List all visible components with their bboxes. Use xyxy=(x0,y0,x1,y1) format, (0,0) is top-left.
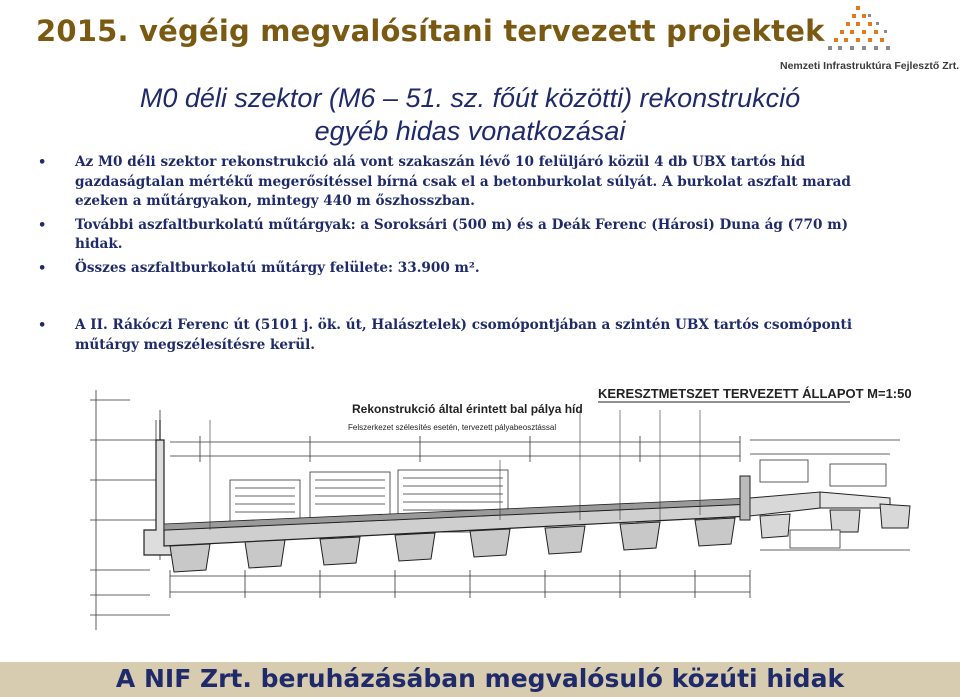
subtitle-line-1: M0 déli szektor (M6 – 51. sz. főút közötti) rekonstrukció xyxy=(139,83,801,113)
bullet-item: • Az M0 déli szektor rekonstrukció alá vont szakaszán lévő 10 felüljáró közül 4 db UBX tartós híd gazdaságtalan mértékű megerősítéssel bírná csak el a betonburkolat súlyát. A burkolat aszfalt marad ezeken a műtárgyakon, mintegy 440 m őszhosszban. xyxy=(38,153,900,212)
subtitle xyxy=(40,82,900,148)
top-dimension-lines xyxy=(170,436,740,462)
footer-text: A NIF Zrt. beruházásában megvalósuló közúti hidak xyxy=(115,664,845,693)
drawing-heading-right: KERESZTMETSZET TERVEZETT ÁLLAPOT M=1:50 xyxy=(598,386,912,401)
cross-section-drawing xyxy=(60,380,960,638)
drawing-heading-center: Rekonstrukció által érintett bal pálya híd xyxy=(352,402,583,416)
nif-logo-mark xyxy=(780,2,958,58)
bullet-item: • A II. Rákóczi Ferenc út (5101 j. ök. út, Halásztelek) csomópontjában a szintén UBX tartós csomóponti műtárgy megszélesítésre kerül. xyxy=(38,316,900,355)
drawing-subheading: Felszerkezet szélesítés esetén, tervezett pályabeosztással xyxy=(348,423,557,432)
bottom-dimension-lines xyxy=(170,570,750,598)
bullet-item: • Összes aszfaltburkolatú műtárgy felülete: 33.900 m². xyxy=(38,259,900,279)
bullet-item: • További aszfaltburkolatú műtárgyak: a Soroksári (500 m) és a Deák Ferenc (Hárosi) Duna ág (770 m) hidak. xyxy=(38,216,900,255)
nif-logo xyxy=(780,2,958,74)
subtitle-line-2: egyéb hidas vonatkozásai xyxy=(314,116,626,146)
bullet-list xyxy=(38,153,900,359)
slide-title: 2015. végéig megvalósítani tervezett projektek xyxy=(36,14,825,48)
logo-text: Nemzeti Infrastruktúra Fejlesztő Zrt. xyxy=(780,60,960,72)
